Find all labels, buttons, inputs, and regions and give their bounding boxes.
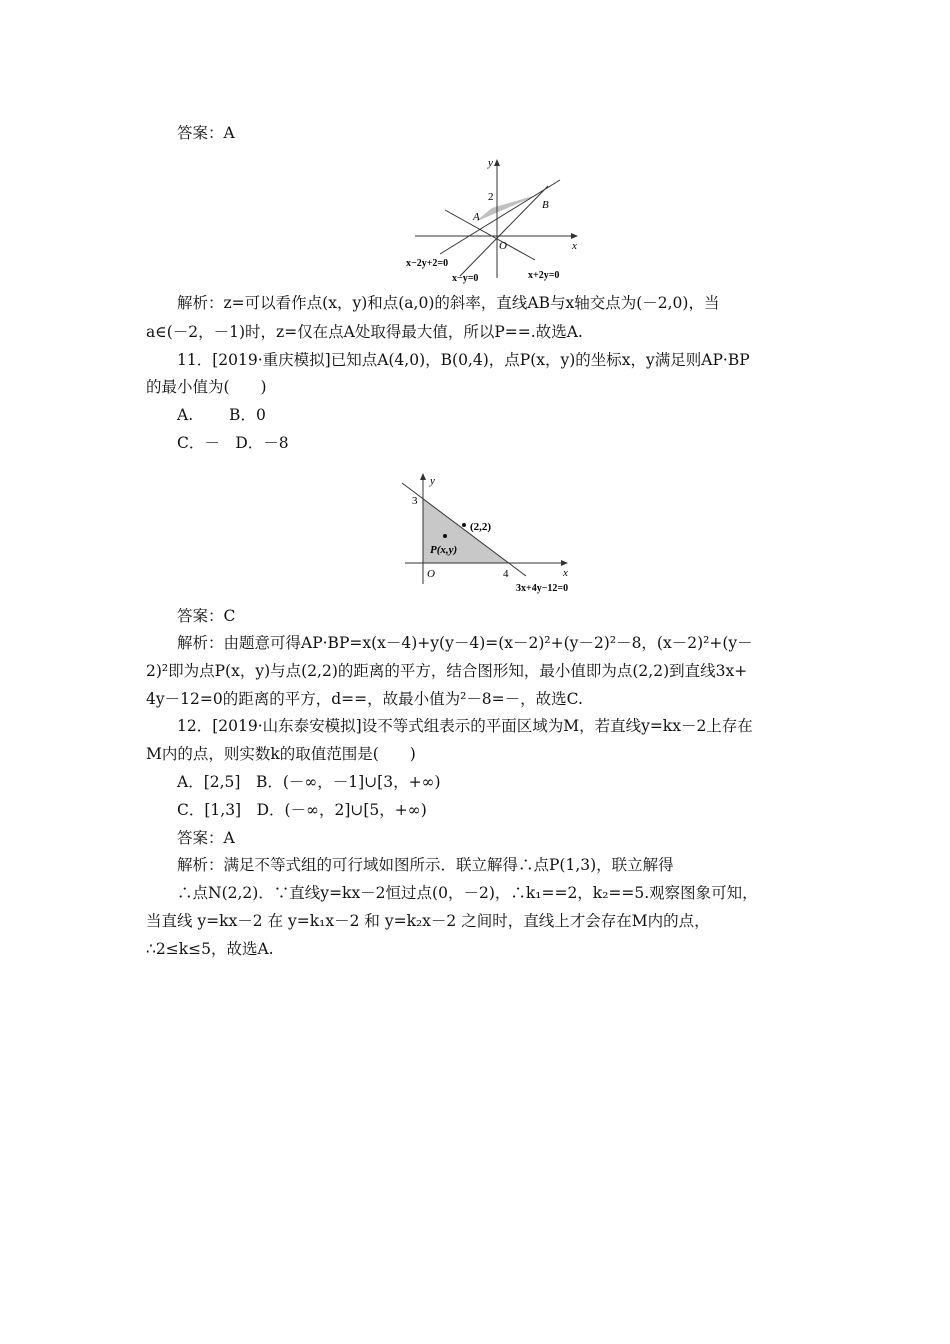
solution-3-line-3: 当直线 y=kx－2 在 y=k₁x－2 和 y=k₂x－2 之间时，直线上才会存在M内的点， bbox=[146, 912, 710, 930]
figure-feasible-region-1 bbox=[400, 150, 600, 290]
fig1-y-label: y bbox=[488, 157, 493, 169]
solution-1-line-1: 解析：z=可以看作点(x，y)和点(a,0)的斜率，直线AB与x轴交点为(－2,0)，当 bbox=[177, 294, 720, 312]
question-11-options-cd: C．－ D．－8 bbox=[177, 434, 289, 452]
line-x-y bbox=[460, 186, 548, 276]
solution-1-line-2: a∈(－2，－1)时，z=仅在点A处取得最大值，所以P==.故选A. bbox=[146, 323, 583, 341]
solution-2-line-3: 4y－12=0的距离的平方，d==，故最小值为²－8=－，故选C. bbox=[146, 690, 583, 708]
fig1-line3-label: x+2y=0 bbox=[528, 270, 560, 281]
fig2-tick-4: 4 bbox=[503, 568, 509, 580]
fig1-line2-label: x−y=0 bbox=[452, 273, 479, 284]
answer-label: 答案：C bbox=[177, 607, 236, 625]
y-axis-arrow bbox=[494, 159, 500, 166]
solution-3-line-2: ∴点N(2,2)．∵直线y=kx－2恒过点(0，－2)，∴k₁==2，k₂==5.观察图象可知， bbox=[177, 884, 758, 902]
answer-label: 答案：A bbox=[177, 124, 235, 142]
solution-3-line-4: ∴2≤k≤5，故选A. bbox=[146, 940, 274, 958]
solution-2-line-1: 解析：由题意可得AP·BP=x(x－4)+y(y－4)=(x－2)²+(y－2)²－8，(x－2)²+(y－ bbox=[177, 634, 753, 652]
fig1-origin: O bbox=[499, 240, 507, 252]
fig2-point-22-label: (2,2) bbox=[470, 521, 492, 533]
point-2-2 bbox=[462, 523, 466, 527]
x-axis-arrow bbox=[561, 560, 568, 566]
fig2-origin: O bbox=[427, 568, 435, 580]
fig2-line-label: 3x+4y−12=0 bbox=[516, 583, 569, 594]
line-x+2y bbox=[445, 210, 535, 260]
fig2-tick-3: 3 bbox=[412, 495, 418, 507]
fig2-point-p-label: P(x,y) bbox=[430, 544, 458, 556]
solution-3-line-1: 解析：满足不等式组的可行域如图所示．联立解得∴点P(1,3)，联立解得 bbox=[177, 856, 674, 874]
fig1-x-label: x bbox=[572, 240, 577, 252]
fig1-line1-label: x−2y+2=0 bbox=[406, 258, 449, 269]
fig1-point-a: A bbox=[473, 211, 480, 223]
figure-feasible-region-2 bbox=[400, 466, 590, 594]
question-12-options-cd: C．[1,3] D．(－∞，2]∪[5，+∞) bbox=[177, 801, 427, 819]
question-11-line-2: 的最小值为( ) bbox=[146, 378, 267, 396]
question-11-options-ab: A. B．0 bbox=[177, 406, 266, 424]
fig1-tick-2: 2 bbox=[488, 191, 494, 203]
question-11-line-1: 11．[2019·重庆模拟]已知点A(4,0)，B(0,4)，点P(x，y)的坐标x，y满足则AP·BP bbox=[177, 351, 750, 369]
x-axis-arrow bbox=[571, 233, 578, 239]
fig2-y-label: y bbox=[430, 475, 435, 487]
fig2-x-label: x bbox=[563, 567, 568, 579]
answer-label: 答案：A bbox=[177, 829, 235, 847]
question-12-options-ab: A．[2,5] B．(－∞，－1]∪[3，+∞) bbox=[177, 773, 441, 791]
point-p bbox=[443, 534, 447, 538]
fig1-point-b: B bbox=[542, 199, 549, 211]
question-12-line-2: M内的点，则实数k的取值范围是( ) bbox=[146, 745, 416, 763]
question-12-line-1: 12．[2019·山东泰安模拟]设不等式组表示的平面区域为M，若直线y=kx－2上存在 bbox=[177, 717, 753, 735]
solution-2-line-2: 2)²即为点P(x，y)与点(2,2)的距离的平方，结合图形知，最小值即为点(2,2)到直线3x+ bbox=[146, 662, 748, 680]
y-axis-arrow bbox=[420, 473, 426, 480]
